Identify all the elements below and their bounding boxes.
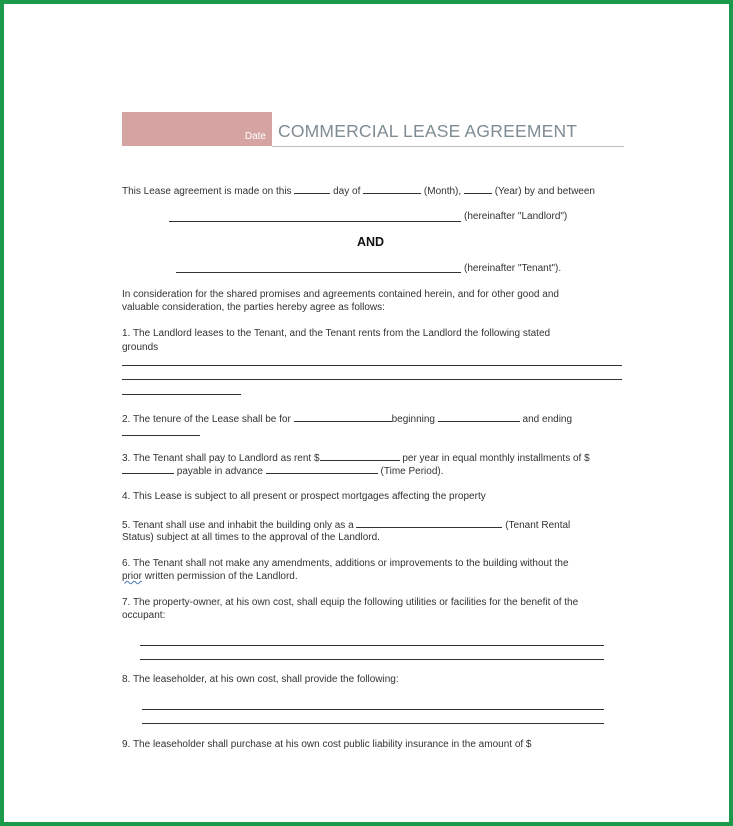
grounds-blank-2[interactable] [122, 379, 622, 380]
clause-3-line-2 [122, 464, 444, 478]
intro-text-a: This Lease agreement is made on this [122, 186, 292, 197]
clause-6-line-1: 6. The Tenant shall not make any amendments, additions or improvements to the building without the [122, 558, 569, 569]
day-blank[interactable] [294, 184, 330, 194]
year-blank[interactable] [464, 184, 492, 194]
clause-4: 4. This Lease is subject to all present or prospect mortgages affecting the property [122, 491, 486, 502]
clause-2-line [122, 412, 572, 426]
header-divider [272, 146, 624, 147]
clause-3-text-d: (Time Period). [380, 466, 444, 477]
clause-2-text-b: beginning [391, 414, 435, 425]
beginning-blank[interactable] [438, 412, 520, 422]
clause-3-text-a: 3. The Tenant shall pay to Landlord as rent $ [122, 453, 320, 464]
intro-line [122, 184, 595, 198]
intro-text-d: (Year) by and between [494, 186, 595, 197]
clause-5-line-2: Status) subject at all times to the approval of the Landlord. [122, 532, 380, 543]
installment-blank[interactable] [122, 464, 174, 474]
date-box[interactable] [122, 112, 272, 146]
clause-5-line-1 [122, 518, 570, 532]
clause-7-line-2: occupant: [122, 610, 166, 621]
landlord-name-blank[interactable] [169, 221, 461, 222]
provisions-blank-2[interactable] [142, 723, 604, 724]
time-period-blank[interactable] [266, 464, 378, 474]
clause-3-text-b: per year in equal monthly installments of $ [402, 453, 590, 464]
tenant-label: (hereinafter "Tenant"). [464, 263, 562, 274]
document-header [122, 112, 624, 148]
clause-1-line-2: grounds [122, 342, 159, 353]
clause-9: 9. The leaseholder shall purchase at his own cost public liability insurance in the amount of $ [122, 739, 532, 750]
utilities-blank-1[interactable] [140, 645, 604, 646]
clause-2-text-a: 2. The tenure of the Lease shall be for [122, 414, 291, 425]
clause-3-text-c: payable in advance [176, 466, 263, 477]
clause-6-text-b: written permission of the Landlord. [142, 571, 298, 582]
clause-6-line-2 [122, 570, 298, 583]
provisions-blank-1[interactable] [142, 709, 604, 710]
spellcheck-word: prior [122, 571, 143, 582]
intro-text-c: (Month), [423, 186, 462, 197]
grounds-blank-1[interactable] [122, 365, 622, 366]
clause-3-line-1 [122, 451, 590, 465]
tenant-name-blank[interactable] [176, 272, 461, 273]
consideration-line-2: valuable consideration, the parties hereby agree as follows: [122, 302, 385, 313]
tenure-blank[interactable] [294, 412, 392, 422]
date-label: Date [244, 131, 266, 142]
clause-1-line-1: 1. The Landlord leases to the Tenant, and the Tenant rents from the Landlord the following stated [122, 328, 551, 339]
rent-amount-blank[interactable] [320, 451, 400, 461]
landlord-label: (hereinafter "Landlord") [464, 211, 568, 222]
grounds-blank-3[interactable] [122, 394, 241, 395]
intro-text-b: day of [333, 186, 361, 197]
and-heading: AND [357, 235, 385, 249]
consideration-line-1: In consideration for the shared promises and agreements contained herein, and for other good and [122, 289, 559, 300]
month-blank[interactable] [363, 184, 421, 194]
clause-5-text-b: (Tenant Rental [505, 520, 571, 531]
lease-document [122, 112, 624, 750]
document-title: COMMERCIAL LEASE AGREEMENT [278, 121, 578, 141]
clause-8: 8. The leaseholder, at his own cost, shall provide the following: [122, 674, 399, 685]
ending-blank[interactable] [122, 435, 200, 436]
utilities-blank-2[interactable] [140, 659, 604, 660]
clause-2-text-c: and ending [522, 414, 573, 425]
clause-5-text-a: 5. Tenant shall use and inhabit the building only as a [122, 520, 354, 531]
rental-status-blank[interactable] [356, 518, 502, 528]
clause-7-line-1: 7. The property-owner, at his own cost, shall equip the following utilities or facilities for the benefit of the [122, 597, 579, 608]
